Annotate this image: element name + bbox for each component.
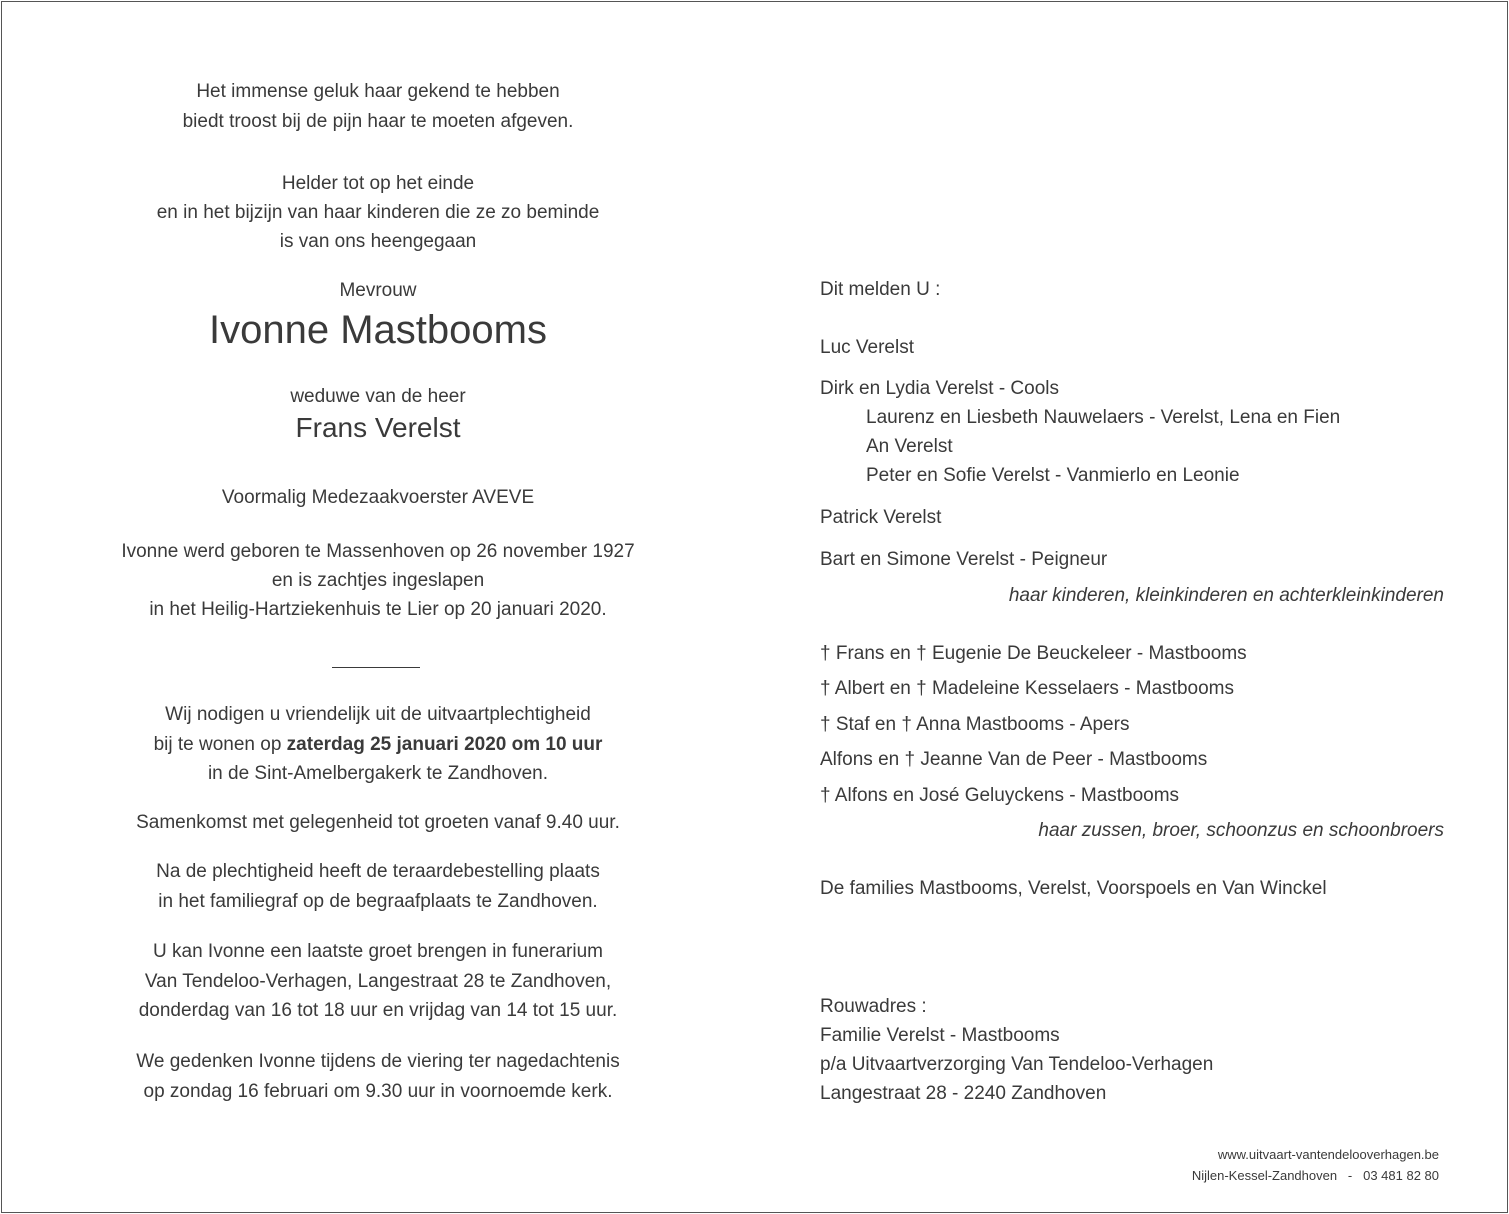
gathering: Samenkomst met gelegenheid tot groeten vanaf 9.40 uur. [136, 812, 620, 833]
address-label: Rouwadres : [820, 996, 927, 1017]
widow-of: weduwe van de heer [290, 386, 466, 407]
husband-name: Frans Verelst [295, 412, 461, 443]
child-2: Dirk en Lydia Verelst - Cools [820, 378, 1060, 399]
memorial-line-1: We gedenken Ivonne tijdens de viering ter nagedachtenis [136, 1051, 620, 1072]
address-line-2: p/a Uitvaartverzorging Van Tendeloo-Verhagen [820, 1054, 1214, 1075]
burial-line-1: Na de plechtigheid heeft de teraardebestelling plaats [156, 861, 600, 882]
burial-line-2: in het familiegraf op de begraafplaats te Zandhoven. [158, 891, 598, 912]
child-1: Luc Verelst [820, 337, 914, 358]
memorial-line-2: op zondag 16 februari om 9.30 uur in voornoemde kerk. [143, 1081, 613, 1102]
footer-website: www.uitvaart-vantendelooverhagen.be [1217, 1147, 1439, 1162]
sibling-4: Alfons en † Jeanne Van de Peer - Mastbooms [820, 749, 1208, 770]
service-datetime: zaterdag 25 januari 2020 om 10 uur [286, 734, 603, 755]
quote-line-2: biedt troost bij de pijn haar te moeten afgeven. [182, 111, 574, 132]
deceased-name: Ivonne Mastbooms [209, 308, 547, 352]
announce: Dit melden U : [820, 279, 941, 300]
birth-line-1: Ivonne werd geboren te Massenhoven op 26 november 1927 [121, 541, 635, 562]
siblings-caption: haar zussen, broer, schoonzus en schoonbroers [1038, 820, 1444, 841]
sibling-1: † Frans en † Eugenie De Beuckeleer - Mastbooms [820, 643, 1247, 664]
sibling-5: † Alfons en José Geluyckens - Mastbooms [820, 785, 1180, 806]
children-caption: haar kinderen, kleinkinderen en achterkleinkinderen [1008, 585, 1444, 606]
families: De families Mastbooms, Verelst, Voorspoels en Van Winckel [820, 878, 1327, 899]
grandchild-1: Laurenz en Liesbeth Nauwelaers - Verelst, Lena en Fien [866, 407, 1341, 428]
occupation: Voormalig Medezaakvoerster AVEVE [221, 487, 535, 508]
child-3: Patrick Verelst [820, 507, 942, 528]
address-line-3: Langestraat 28 - 2240 Zandhoven [820, 1083, 1107, 1104]
intro-line-1: Helder tot op het einde [281, 173, 475, 194]
honorific: Mevrouw [339, 280, 417, 301]
invite-line-2-prefix: bij te wonen op [153, 734, 287, 755]
birth-line-3: in het Heilig-Hartziekenhuis te Lier op 20 januari 2020. [149, 599, 607, 620]
child-4: Bart en Simone Verelst - Peigneur [820, 549, 1108, 570]
quote-line-1: Het immense geluk haar gekend te hebben [196, 81, 560, 102]
intro-line-2: en in het bijzijn van haar kinderen die ze zo beminde [156, 202, 600, 223]
visit-line-1: U kan Ivonne een laatste groet brengen in funerarium [153, 941, 603, 962]
sibling-2: † Albert en † Madeleine Kesselaers - Mastbooms [820, 678, 1234, 699]
intro-line-3: is van ons heengegaan [279, 231, 477, 252]
invite-line-1: Wij nodigen u vriendelijk uit de uitvaartplechtigheid [165, 704, 591, 725]
sibling-3: † Staf en † Anna Mastbooms - Apers [820, 714, 1130, 735]
invite-line-3: in de Sint-Amelbergakerk te Zandhoven. [207, 763, 549, 784]
visit-line-2: Van Tendeloo-Verhagen, Langestraat 28 te Zandhoven, [144, 971, 612, 992]
divider [332, 667, 420, 668]
footer-location-phone: Nijlen-Kessel-Zandhoven - 03 481 82 80 [1191, 1168, 1439, 1183]
visit-line-3: donderdag van 16 tot 18 uur en vrijdag van 14 tot 15 uur. [138, 1000, 618, 1021]
birth-line-2: en is zachtjes ingeslapen [271, 570, 485, 591]
address-line-1: Familie Verelst - Mastbooms [820, 1025, 1060, 1046]
invite-line-2 [78, 734, 678, 756]
grandchild-3: Peter en Sofie Verelst - Vanmierlo en Leonie [866, 465, 1240, 486]
grandchild-2: An Verelst [866, 436, 953, 457]
